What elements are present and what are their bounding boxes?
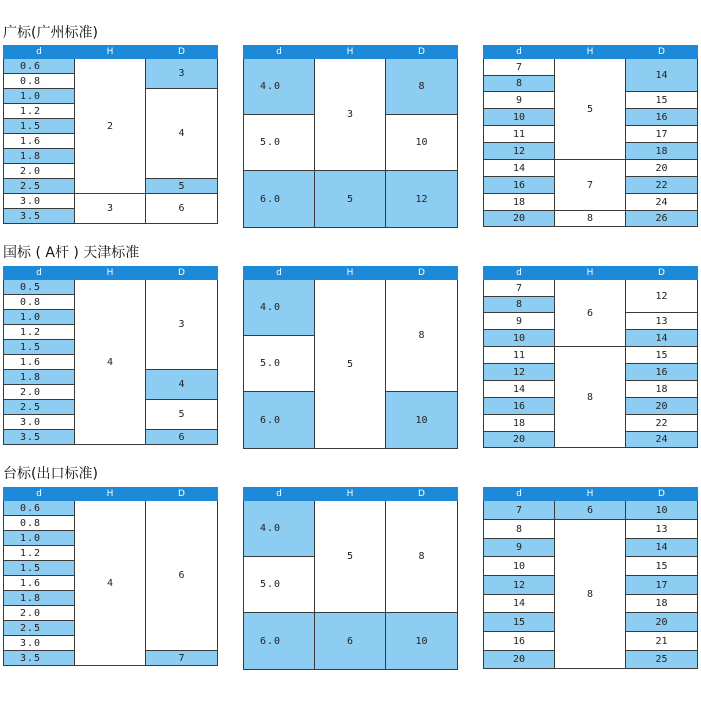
cell-h: 6 (555, 501, 626, 520)
cell-d: 15 (484, 613, 555, 632)
cell-d: 9 (484, 92, 555, 109)
table-taiwan-large (483, 487, 698, 669)
cell-d: 18 (484, 415, 555, 432)
header-h: H (75, 488, 146, 501)
cell-d: 6.0 (244, 613, 315, 670)
cell-h: 6 (555, 280, 626, 347)
cell-D: 18 (626, 143, 698, 160)
cell-d: 7 (484, 59, 555, 76)
cell-h: 3 (315, 59, 386, 171)
cell-d: 1.2 (4, 104, 75, 119)
cell-D: 13 (626, 313, 698, 330)
cell-d: 20 (484, 432, 555, 448)
cell-d: 16 (484, 177, 555, 194)
cell-D: 15 (626, 557, 698, 576)
cell-d: 6.0 (244, 392, 315, 449)
cell-D: 12 (386, 171, 458, 228)
cell-d: 12 (484, 576, 555, 595)
cell-d: 10 (484, 109, 555, 126)
cell-d: 0.8 (4, 295, 75, 310)
cell-d: 3.5 (4, 209, 75, 224)
cell-d: 7 (484, 280, 555, 297)
header-d: d (484, 267, 555, 280)
header-d: d (4, 267, 75, 280)
cell-d: 2.5 (4, 179, 75, 194)
cell-D: 18 (626, 381, 698, 398)
header-D: D (626, 267, 698, 280)
cell-d: 1.6 (4, 576, 75, 591)
cell-d: 1.6 (4, 355, 75, 370)
cell-d: 4.0 (244, 501, 315, 557)
cell-D: 4 (146, 370, 218, 400)
cell-d: 3.0 (4, 636, 75, 651)
header-d: d (4, 46, 75, 59)
cell-d: 14 (484, 595, 555, 613)
header-D: D (626, 46, 698, 59)
cell-d: 4.0 (244, 59, 315, 115)
section-title-guangzhou: 广标(广州标准) (3, 25, 98, 41)
cell-D: 3 (146, 280, 218, 370)
cell-d: 9 (484, 539, 555, 557)
cell-d: 3.5 (4, 430, 75, 445)
cell-d: 2.0 (4, 606, 75, 621)
cell-d: 16 (484, 398, 555, 415)
cell-d: 0.8 (4, 516, 75, 531)
cell-d: 1.5 (4, 561, 75, 576)
cell-d: 20 (484, 211, 555, 227)
table-guangzhou-medium (243, 45, 458, 228)
cell-d: 1.0 (4, 89, 75, 104)
cell-D: 18 (626, 595, 698, 613)
cell-D: 6 (146, 501, 218, 651)
cell-d: 1.0 (4, 531, 75, 546)
cell-d: 12 (484, 143, 555, 160)
cell-d: 2.5 (4, 400, 75, 415)
cell-D: 12 (626, 280, 698, 313)
header-D: D (386, 46, 458, 59)
cell-D: 16 (626, 364, 698, 381)
cell-D: 17 (626, 126, 698, 143)
cell-h: 4 (75, 501, 146, 666)
header-d: d (4, 488, 75, 501)
cell-d: 0.6 (4, 59, 75, 74)
header-D: D (626, 488, 698, 501)
cell-d: 3.0 (4, 194, 75, 209)
table-national-small (3, 266, 218, 445)
cell-D: 10 (626, 501, 698, 520)
cell-h: 2 (75, 59, 146, 194)
cell-h: 5 (315, 280, 386, 449)
section-title-national: 国标 ( A杆 ) 天津标准 (3, 245, 140, 261)
header-d: d (244, 46, 315, 59)
cell-d: 10 (484, 330, 555, 347)
cell-d: 7 (484, 501, 555, 520)
cell-D: 14 (626, 539, 698, 557)
cell-h: 3 (75, 194, 146, 224)
cell-h: 8 (555, 347, 626, 448)
header-h: H (75, 267, 146, 280)
cell-h: 7 (555, 160, 626, 211)
cell-d: 1.6 (4, 134, 75, 149)
cell-d: 2.0 (4, 164, 75, 179)
header-D: D (146, 267, 218, 280)
header-h: H (555, 267, 626, 280)
cell-d: 16 (484, 632, 555, 651)
cell-D: 8 (386, 59, 458, 115)
cell-D: 16 (626, 109, 698, 126)
cell-d: 18 (484, 194, 555, 211)
header-d: d (484, 46, 555, 59)
cell-d: 3.5 (4, 651, 75, 666)
cell-d: 2.0 (4, 385, 75, 400)
cell-D: 24 (626, 194, 698, 211)
table-guangzhou-small (3, 45, 218, 224)
cell-d: 8 (484, 76, 555, 92)
cell-D: 20 (626, 613, 698, 632)
cell-D: 5 (146, 179, 218, 194)
cell-d: 5.0 (244, 336, 315, 392)
cell-d: 1.2 (4, 546, 75, 561)
cell-h: 5 (315, 501, 386, 613)
cell-D: 26 (626, 211, 698, 227)
header-h: H (555, 488, 626, 501)
cell-h: 8 (555, 520, 626, 669)
cell-d: 3.0 (4, 415, 75, 430)
cell-h: 8 (555, 211, 626, 227)
cell-h: 5 (315, 171, 386, 228)
table-taiwan-small (3, 487, 218, 666)
cell-D: 15 (626, 347, 698, 364)
cell-D: 10 (386, 115, 458, 171)
cell-d: 0.8 (4, 74, 75, 89)
header-D: D (146, 488, 218, 501)
header-D: D (386, 267, 458, 280)
cell-d: 1.8 (4, 149, 75, 164)
cell-d: 2.5 (4, 621, 75, 636)
header-h: H (315, 46, 386, 59)
cell-D: 7 (146, 651, 218, 666)
header-D: D (386, 488, 458, 501)
cell-d: 9 (484, 313, 555, 330)
cell-D: 13 (626, 520, 698, 539)
cell-D: 22 (626, 177, 698, 194)
cell-D: 8 (386, 501, 458, 613)
cell-d: 5.0 (244, 557, 315, 613)
cell-d: 1.8 (4, 591, 75, 606)
header-h: H (315, 267, 386, 280)
table-taiwan-medium (243, 487, 458, 670)
table-national-large (483, 266, 698, 448)
cell-D: 6 (146, 194, 218, 224)
cell-h: 4 (75, 280, 146, 445)
header-h: H (555, 46, 626, 59)
cell-d: 1.2 (4, 325, 75, 340)
table-national-medium (243, 266, 458, 449)
header-h: H (75, 46, 146, 59)
cell-d: 1.8 (4, 370, 75, 385)
cell-d: 12 (484, 364, 555, 381)
cell-D: 3 (146, 59, 218, 89)
cell-D: 14 (626, 330, 698, 347)
cell-D: 4 (146, 89, 218, 179)
cell-d: 8 (484, 297, 555, 313)
cell-d: 0.5 (4, 280, 75, 295)
cell-d: 14 (484, 381, 555, 398)
cell-d: 5.0 (244, 115, 315, 171)
cell-d: 1.0 (4, 310, 75, 325)
cell-D: 6 (146, 430, 218, 445)
cell-d: 1.5 (4, 340, 75, 355)
cell-D: 8 (386, 280, 458, 392)
cell-d: 14 (484, 160, 555, 177)
cell-D: 5 (146, 400, 218, 430)
cell-D: 10 (386, 613, 458, 670)
header-d: d (244, 267, 315, 280)
cell-D: 15 (626, 92, 698, 109)
cell-D: 17 (626, 576, 698, 595)
section-title-taiwan: 台标(出口标准) (3, 466, 98, 482)
cell-d: 20 (484, 651, 555, 669)
header-h: H (315, 488, 386, 501)
cell-d: 6.0 (244, 171, 315, 228)
cell-d: 0.6 (4, 501, 75, 516)
cell-d: 8 (484, 520, 555, 539)
cell-D: 21 (626, 632, 698, 651)
cell-D: 10 (386, 392, 458, 449)
header-d: d (244, 488, 315, 501)
cell-d: 10 (484, 557, 555, 576)
cell-D: 20 (626, 160, 698, 177)
cell-D: 14 (626, 59, 698, 92)
cell-d: 11 (484, 347, 555, 364)
cell-D: 20 (626, 398, 698, 415)
cell-d: 1.5 (4, 119, 75, 134)
cell-d: 4.0 (244, 280, 315, 336)
cell-h: 6 (315, 613, 386, 670)
header-D: D (146, 46, 218, 59)
cell-h: 5 (555, 59, 626, 160)
cell-D: 22 (626, 415, 698, 432)
header-d: d (484, 488, 555, 501)
table-guangzhou-large (483, 45, 698, 227)
cell-D: 24 (626, 432, 698, 448)
cell-d: 11 (484, 126, 555, 143)
cell-D: 25 (626, 651, 698, 669)
